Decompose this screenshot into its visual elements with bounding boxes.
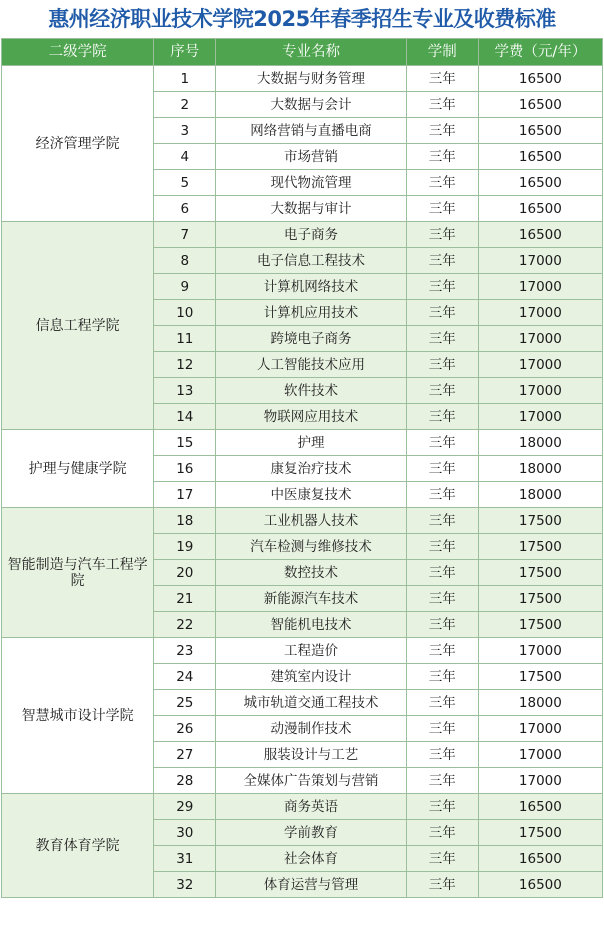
fee-cell: 18000 [478, 482, 602, 508]
fee-cell: 17000 [478, 352, 602, 378]
table-row [2, 430, 603, 456]
major-name-cell: 全媒体广告策划与营销 [216, 768, 406, 794]
table-row [2, 794, 603, 820]
duration-cell: 三年 [406, 508, 478, 534]
major-name-cell: 建筑室内设计 [216, 664, 406, 690]
page-title: 惠州经济职业技术学院2025年春季招生专业及收费标准 [48, 7, 556, 31]
row-number-cell: 10 [154, 300, 216, 326]
row-number-cell: 24 [154, 664, 216, 690]
duration-cell: 三年 [406, 118, 478, 144]
college-cell: 经济管理学院 [2, 66, 154, 222]
duration-cell: 三年 [406, 768, 478, 794]
major-name-cell: 动漫制作技术 [216, 716, 406, 742]
fee-cell: 17000 [478, 742, 602, 768]
major-name-cell: 现代物流管理 [216, 170, 406, 196]
row-number-cell: 22 [154, 612, 216, 638]
row-number-cell: 3 [154, 118, 216, 144]
table-row [2, 638, 603, 664]
row-number-cell: 20 [154, 560, 216, 586]
major-name-cell: 工业机器人技术 [216, 508, 406, 534]
fee-cell: 17500 [478, 664, 602, 690]
duration-cell: 三年 [406, 352, 478, 378]
duration-cell: 三年 [406, 482, 478, 508]
college-cell: 智能制造与汽车工程学院 [2, 508, 154, 638]
major-name-cell: 护理 [216, 430, 406, 456]
row-number-cell: 2 [154, 92, 216, 118]
duration-cell: 三年 [406, 456, 478, 482]
row-number-cell: 17 [154, 482, 216, 508]
fee-cell: 16500 [478, 170, 602, 196]
row-number-cell: 6 [154, 196, 216, 222]
header-no: 序号 [154, 39, 216, 66]
duration-cell: 三年 [406, 66, 478, 92]
duration-cell: 三年 [406, 222, 478, 248]
row-number-cell: 28 [154, 768, 216, 794]
college-cell: 教育体育学院 [2, 794, 154, 898]
major-name-cell: 学前教育 [216, 820, 406, 846]
major-name-cell: 电子信息工程技术 [216, 248, 406, 274]
row-number-cell: 30 [154, 820, 216, 846]
duration-cell: 三年 [406, 430, 478, 456]
fee-cell: 17000 [478, 768, 602, 794]
fee-cell: 17500 [478, 534, 602, 560]
major-name-cell: 智能机电技术 [216, 612, 406, 638]
major-name-cell: 城市轨道交通工程技术 [216, 690, 406, 716]
fee-cell: 16500 [478, 92, 602, 118]
table-header-row [2, 39, 603, 66]
fee-cell: 17000 [478, 300, 602, 326]
fee-cell: 17500 [478, 508, 602, 534]
row-number-cell: 31 [154, 846, 216, 872]
row-number-cell: 29 [154, 794, 216, 820]
fee-cell: 18000 [478, 690, 602, 716]
major-name-cell: 软件技术 [216, 378, 406, 404]
fee-cell: 16500 [478, 66, 602, 92]
major-name-cell: 计算机网络技术 [216, 274, 406, 300]
duration-cell: 三年 [406, 742, 478, 768]
row-number-cell: 18 [154, 508, 216, 534]
major-name-cell: 大数据与财务管理 [216, 66, 406, 92]
duration-cell: 三年 [406, 716, 478, 742]
major-name-cell: 大数据与会计 [216, 92, 406, 118]
duration-cell: 三年 [406, 196, 478, 222]
row-number-cell: 23 [154, 638, 216, 664]
duration-cell: 三年 [406, 820, 478, 846]
fee-cell: 17500 [478, 820, 602, 846]
fee-cell: 16500 [478, 872, 602, 898]
duration-cell: 三年 [406, 144, 478, 170]
fee-cell: 16500 [478, 846, 602, 872]
table-row [2, 66, 603, 92]
fee-cell: 17000 [478, 716, 602, 742]
row-number-cell: 9 [154, 274, 216, 300]
fee-cell: 17000 [478, 378, 602, 404]
major-name-cell: 大数据与审计 [216, 196, 406, 222]
fee-cell: 16500 [478, 222, 602, 248]
duration-cell: 三年 [406, 794, 478, 820]
row-number-cell: 12 [154, 352, 216, 378]
duration-cell: 三年 [406, 404, 478, 430]
row-number-cell: 7 [154, 222, 216, 248]
row-number-cell: 15 [154, 430, 216, 456]
duration-cell: 三年 [406, 300, 478, 326]
fee-cell: 17000 [478, 638, 602, 664]
major-name-cell: 服装设计与工艺 [216, 742, 406, 768]
duration-cell: 三年 [406, 872, 478, 898]
row-number-cell: 13 [154, 378, 216, 404]
row-number-cell: 14 [154, 404, 216, 430]
fee-cell: 17000 [478, 274, 602, 300]
fee-cell: 17500 [478, 586, 602, 612]
duration-cell: 三年 [406, 274, 478, 300]
row-number-cell: 25 [154, 690, 216, 716]
row-number-cell: 4 [154, 144, 216, 170]
fee-cell: 16500 [478, 144, 602, 170]
major-name-cell: 汽车检测与维修技术 [216, 534, 406, 560]
major-name-cell: 社会体育 [216, 846, 406, 872]
row-number-cell: 32 [154, 872, 216, 898]
fee-cell: 17000 [478, 248, 602, 274]
major-name-cell: 计算机应用技术 [216, 300, 406, 326]
major-name-cell: 商务英语 [216, 794, 406, 820]
row-number-cell: 21 [154, 586, 216, 612]
duration-cell: 三年 [406, 612, 478, 638]
fee-cell: 18000 [478, 430, 602, 456]
row-number-cell: 26 [154, 716, 216, 742]
college-cell: 智慧城市设计学院 [2, 638, 154, 794]
fee-cell: 16500 [478, 196, 602, 222]
duration-cell: 三年 [406, 690, 478, 716]
fee-cell: 17000 [478, 404, 602, 430]
fee-cell: 16500 [478, 794, 602, 820]
fee-cell: 16500 [478, 118, 602, 144]
duration-cell: 三年 [406, 170, 478, 196]
fee-cell: 18000 [478, 456, 602, 482]
major-name-cell: 电子商务 [216, 222, 406, 248]
duration-cell: 三年 [406, 664, 478, 690]
row-number-cell: 27 [154, 742, 216, 768]
duration-cell: 三年 [406, 534, 478, 560]
fee-cell: 17500 [478, 612, 602, 638]
major-name-cell: 工程造价 [216, 638, 406, 664]
college-cell: 信息工程学院 [2, 222, 154, 430]
header-fee: 学费（元/年） [478, 39, 602, 66]
major-name-cell: 中医康复技术 [216, 482, 406, 508]
major-name-cell: 新能源汽车技术 [216, 586, 406, 612]
row-number-cell: 8 [154, 248, 216, 274]
major-name-cell: 数控技术 [216, 560, 406, 586]
duration-cell: 三年 [406, 248, 478, 274]
major-name-cell: 康复治疗技术 [216, 456, 406, 482]
duration-cell: 三年 [406, 846, 478, 872]
major-name-cell: 人工智能技术应用 [216, 352, 406, 378]
duration-cell: 三年 [406, 378, 478, 404]
major-name-cell: 体育运营与管理 [216, 872, 406, 898]
duration-cell: 三年 [406, 326, 478, 352]
major-name-cell: 市场营销 [216, 144, 406, 170]
major-name-cell: 物联网应用技术 [216, 404, 406, 430]
fee-cell: 17000 [478, 326, 602, 352]
row-number-cell: 11 [154, 326, 216, 352]
header-college: 二级学院 [2, 39, 154, 66]
college-cell: 护理与健康学院 [2, 430, 154, 508]
row-number-cell: 1 [154, 66, 216, 92]
duration-cell: 三年 [406, 92, 478, 118]
table-row [2, 508, 603, 534]
major-name-cell: 网络营销与直播电商 [216, 118, 406, 144]
header-duration: 学制 [406, 39, 478, 66]
duration-cell: 三年 [406, 560, 478, 586]
table-body [2, 66, 603, 898]
fee-cell: 17500 [478, 560, 602, 586]
duration-cell: 三年 [406, 586, 478, 612]
row-number-cell: 5 [154, 170, 216, 196]
row-number-cell: 16 [154, 456, 216, 482]
header-major: 专业名称 [216, 39, 406, 66]
major-name-cell: 跨境电子商务 [216, 326, 406, 352]
duration-cell: 三年 [406, 638, 478, 664]
tuition-table [1, 38, 603, 898]
row-number-cell: 19 [154, 534, 216, 560]
table-row [2, 222, 603, 248]
